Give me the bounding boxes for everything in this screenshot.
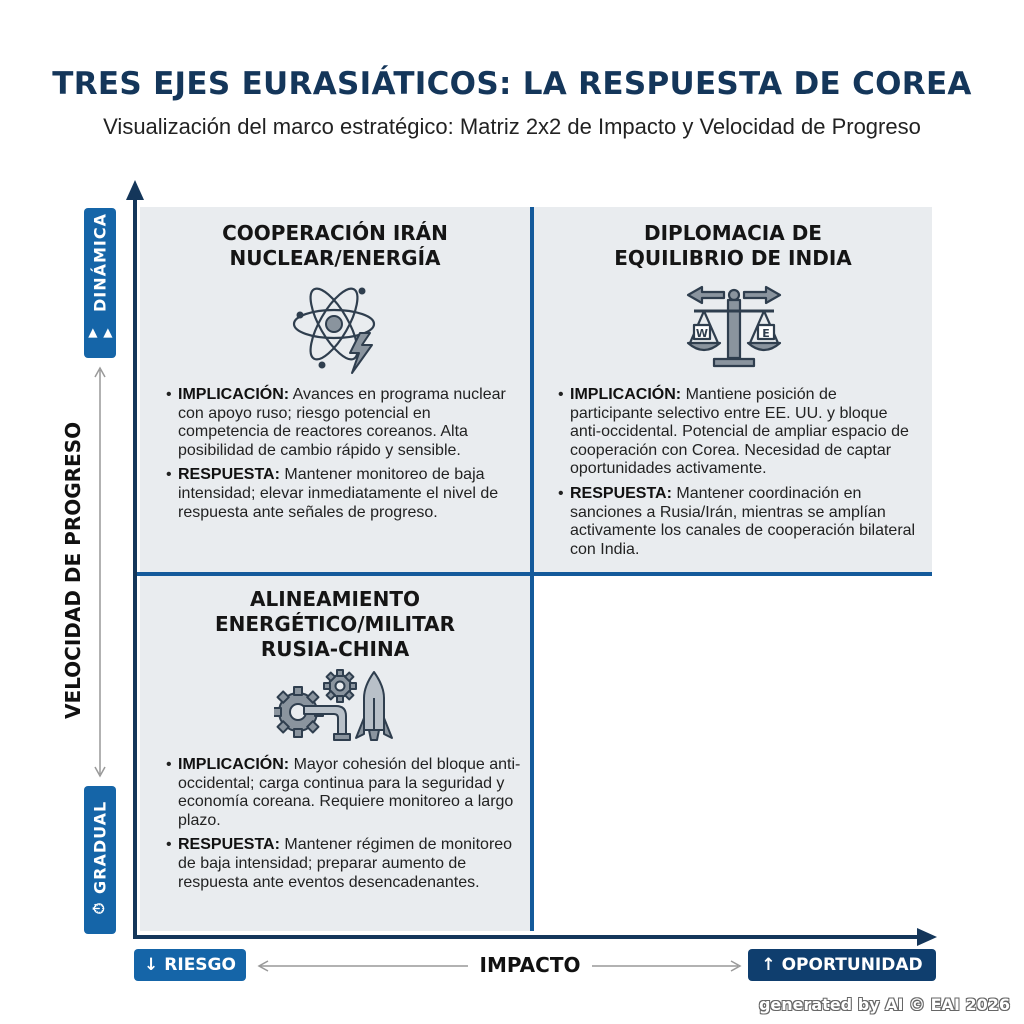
y-high-label: DINÁMICA (90, 212, 110, 312)
arrow-down-icon: ↓ (144, 955, 159, 975)
quadrant-title-line: ENERGÉTICO/MILITAR (214, 612, 456, 636)
y-low-label: GRADUAL (90, 800, 110, 894)
quadrant-title-line: DIPLOMACIA DE (644, 221, 822, 245)
quadrant-title-line: ALINEAMIENTO (250, 587, 420, 611)
quadrant-title-line: COOPERACIÓN IRÁN (222, 221, 448, 245)
fast-forward-icon: ▶▶ (85, 325, 115, 340)
y-axis-label: VELOCIDAD DE PROGRESO (61, 421, 85, 719)
implicacion-label: IMPLICACIÓN: (178, 756, 290, 773)
page-title: TRES EJES EURASIÁTICOS: LA RESPUESTA DE COREA (52, 66, 972, 102)
y-axis-arrowhead (126, 180, 144, 200)
page-subtitle: Visualización del marco estratégico: Matriz 2x2 de Impacto y Velocidad de Progreso (103, 114, 921, 139)
implicacion-label: IMPLICACIÓN: (570, 386, 682, 403)
respuesta-text: Mantener monitoreo de baja intensidad; elevar inmediatamente el nivel de respuesta ante señales de progreso. (178, 466, 499, 521)
scale-label-w: W (695, 327, 709, 340)
quadrant-title-line: EQUILIBRIO DE INDIA (614, 246, 852, 270)
x-axis-arrowhead (917, 928, 937, 946)
respuesta-label: RESPUESTA: (178, 836, 280, 854)
arrow-up-icon: ↑ (761, 955, 776, 975)
quadrant-title-line: NUCLEAR/ENERGÍA (229, 246, 441, 270)
implicacion-label: IMPLICACIÓN: (178, 386, 290, 403)
x-low-label: RIESGO (164, 955, 236, 975)
y-high-badge (84, 208, 116, 358)
quadrant-title-line: RUSIA-CHINA (260, 637, 410, 661)
respuesta-text: Mantener régimen de monitoreo de baja intensidad; preparar aumento de respuesta ante eventos desencadenantes. (178, 836, 513, 891)
x-axis-label: IMPACTO (479, 953, 581, 977)
respuesta-label: RESPUESTA: (178, 466, 280, 484)
respuesta-label: RESPUESTA: (570, 484, 672, 502)
x-high-badge (748, 949, 936, 981)
respuesta-text: Mantener coordinación en sanciones a Rusia/Irán, mientras se amplían activamente los canales de cooperación bilateral con India. (570, 484, 916, 558)
x-high-label: OPORTUNIDAD (781, 955, 923, 975)
scale-label-e: E (762, 327, 770, 340)
implicacion-text: Avances en programa nuclear con apoyo ruso; riesgo potencial en competencia de reactores coreanos. Alta posibilidad de cambio rápido y sensible. (178, 386, 506, 459)
watermark: generated by AI © EAI 2026 (758, 995, 1010, 1014)
implicacion-text: Mayor cohesión del bloque anti-occidental; carga continua para la seguridad y economía coreana. Requiere monitoreo a largo plazo. (178, 756, 521, 829)
stopwatch-icon: ⏱ (92, 898, 108, 917)
implicacion-text: Mantiene posición de participante selectivo entre EE. UU. y bloque anti-occidental. Potencial de ampliar espacio de cooperación con Corea. Necesidad de captar oportunidades activamente. (570, 386, 909, 478)
x-low-badge (134, 949, 246, 981)
y-low-badge (84, 786, 116, 934)
